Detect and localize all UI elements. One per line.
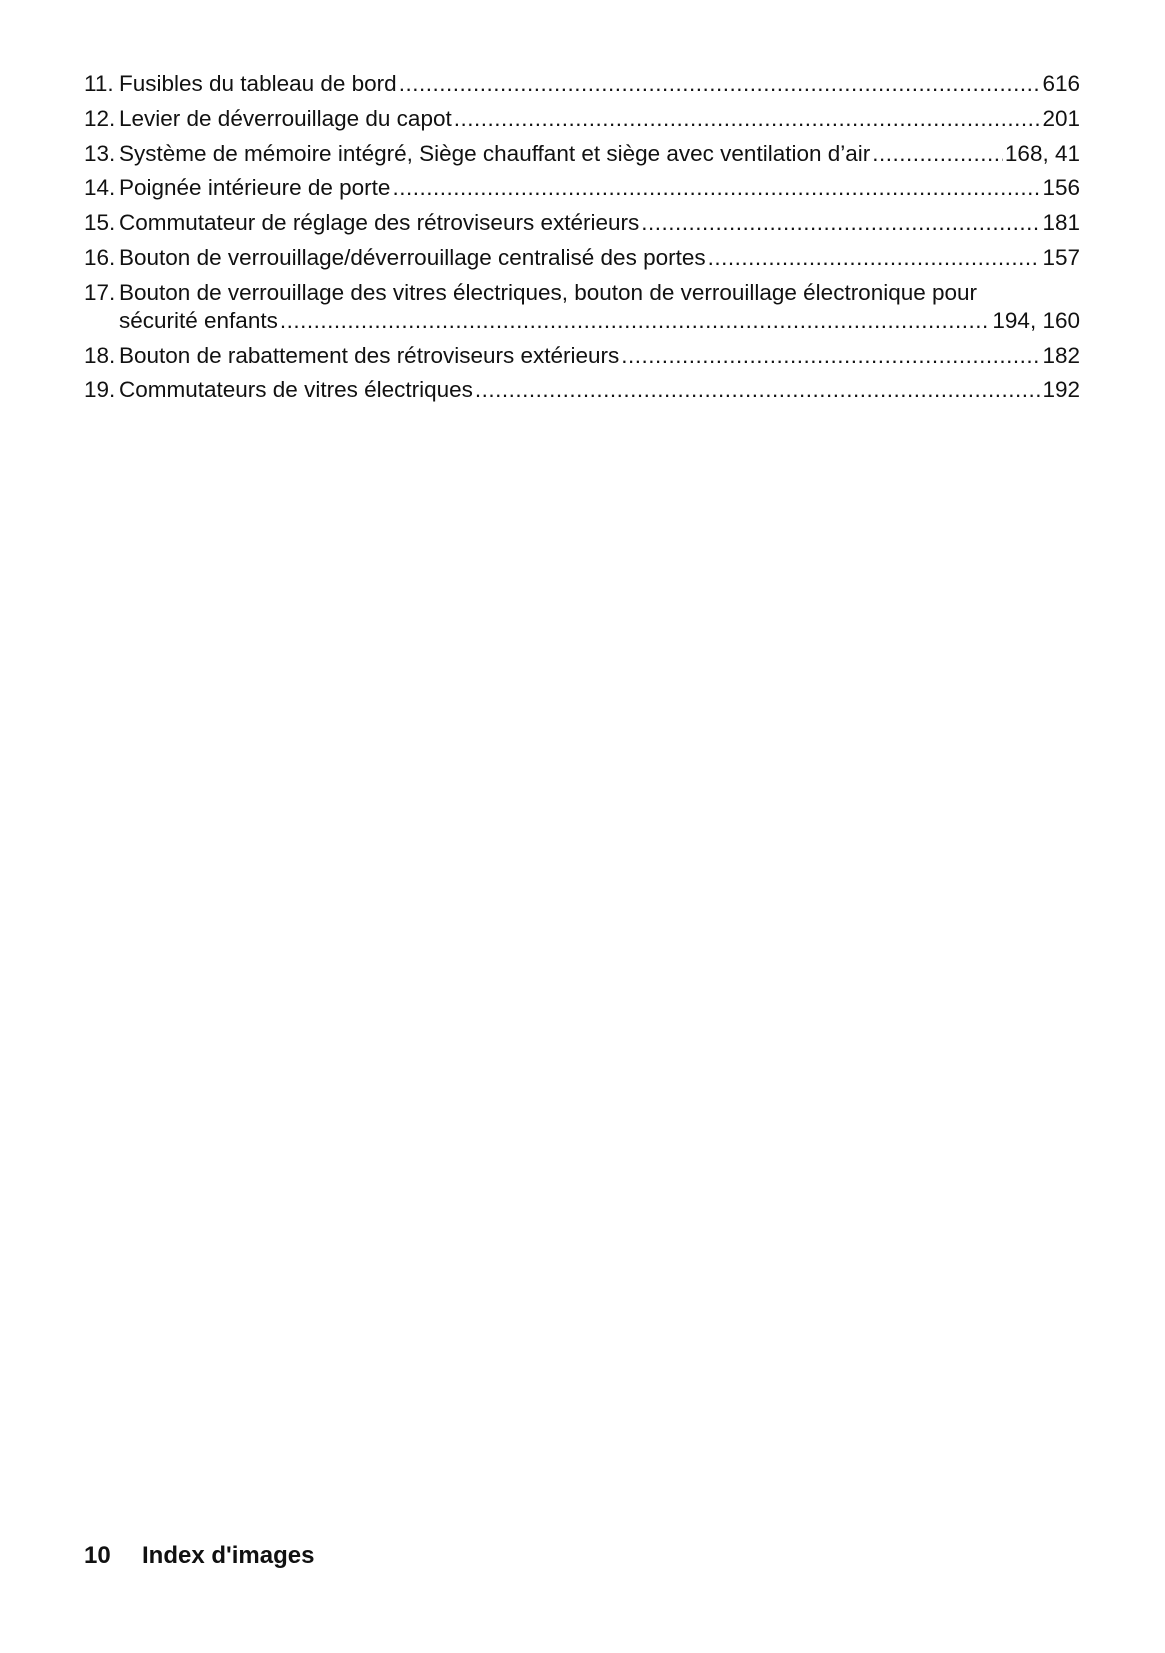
entry-page: 156 xyxy=(1042,175,1080,201)
entry-label: Commutateurs de vitres électriques xyxy=(119,377,473,403)
toc-entry[interactable] xyxy=(84,342,1080,370)
entry-page: 616 xyxy=(1042,71,1080,96)
page-footer xyxy=(84,1542,314,1570)
dot-leader xyxy=(454,105,1041,133)
toc-entry[interactable] xyxy=(84,174,1080,202)
entry-label-line-1: Bouton de verrouillage des vitres électriques, bouton de verrouillage électronique pour xyxy=(119,279,978,305)
entry-label: Bouton de rabattement des rétroviseurs extérieurs xyxy=(119,342,620,368)
toc-entry[interactable] xyxy=(84,279,1080,335)
entry-number: 19. xyxy=(84,377,116,403)
entry-label: sécurité enfants xyxy=(119,307,278,333)
dot-leader xyxy=(392,174,1040,202)
entry-number: 18. xyxy=(84,342,116,368)
entry-label: Système de mémoire intégré, Siège chauffant et siège avec ventilation d’air xyxy=(119,140,871,166)
entry-page: 182 xyxy=(1042,342,1080,368)
toc-entry[interactable] xyxy=(84,376,1080,404)
entry-label: Levier de déverrouillage du capot xyxy=(119,105,452,131)
entry-page: 201 xyxy=(1042,105,1080,131)
dot-leader xyxy=(399,70,1041,98)
toc-entry[interactable] xyxy=(84,140,1080,168)
dot-leader xyxy=(708,244,1041,272)
entry-page: 181 xyxy=(1042,210,1080,236)
entry-number: 13. xyxy=(84,140,116,166)
entry-page: 194, 160 xyxy=(992,307,1080,333)
entry-label: Bouton de verrouillage/déverrouillage centralisé des portes xyxy=(119,244,706,270)
dot-leader xyxy=(280,307,991,335)
section-title: Index d'images xyxy=(142,1542,315,1569)
toc-entry[interactable] xyxy=(84,244,1080,272)
dot-leader xyxy=(872,140,1003,168)
entry-number: 16. xyxy=(84,244,116,270)
entry-number: 17. xyxy=(84,279,116,305)
entry-label: Fusibles du tableau de bord xyxy=(119,71,397,96)
dot-leader xyxy=(621,342,1040,370)
table-of-contents xyxy=(84,70,1080,411)
dot-leader xyxy=(641,209,1040,237)
entry-label: Commutateur de réglage des rétroviseurs extérieurs xyxy=(119,210,640,236)
toc-entry[interactable] xyxy=(84,70,1080,98)
entry-page: 168, 41 xyxy=(1004,140,1080,166)
entry-number: 14. xyxy=(84,175,116,201)
entry-page: 192 xyxy=(1042,377,1080,403)
page-number: 10 xyxy=(84,1542,111,1569)
dot-leader xyxy=(475,376,1041,404)
entry-number: 11. xyxy=(84,71,114,96)
toc-entry[interactable] xyxy=(84,209,1080,237)
entry-number: 15. xyxy=(84,210,116,236)
entry-number: 12. xyxy=(84,105,116,131)
toc-entry[interactable] xyxy=(84,105,1080,133)
entry-label: Poignée intérieure de porte xyxy=(119,175,391,201)
entry-page: 157 xyxy=(1042,244,1080,270)
